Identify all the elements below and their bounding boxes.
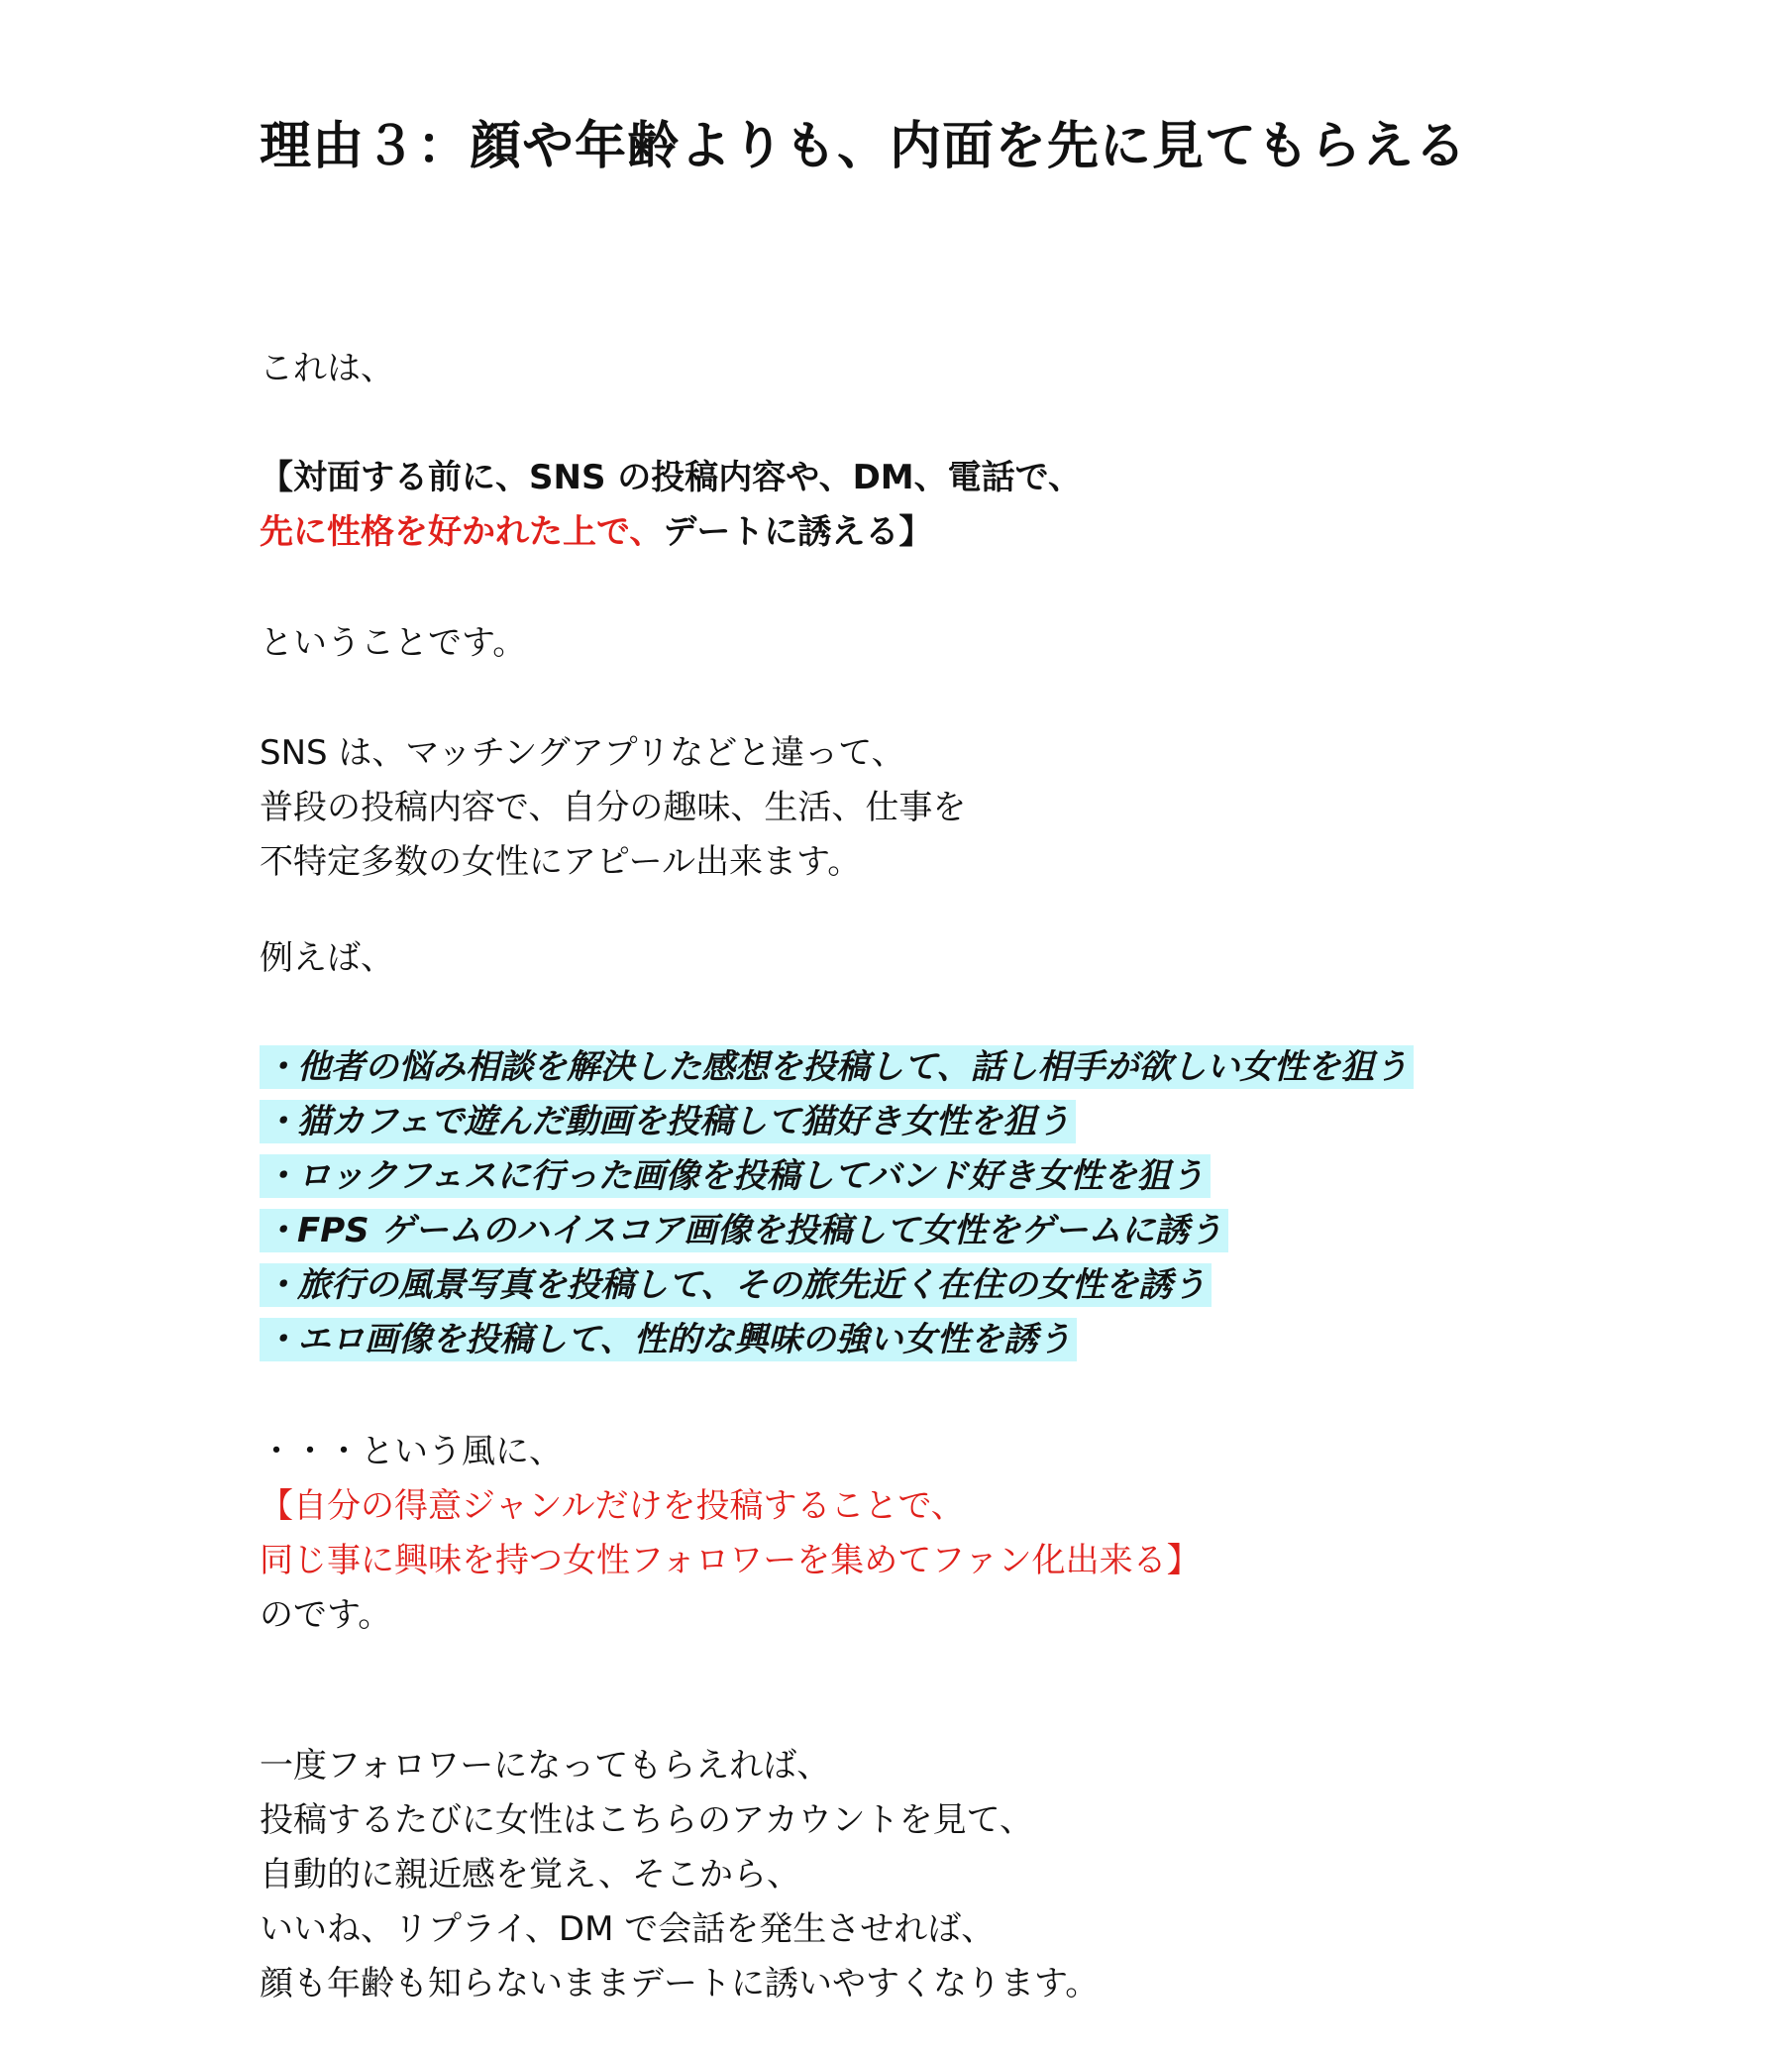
summary-paragraph (260, 1425, 1201, 1643)
final-line-4: いいね、リプライ、DM で会話を発生させれば、 (260, 1909, 996, 1949)
example-intro: 例えば、 (260, 938, 394, 978)
list-item: ・FPS ゲームのハイスコア画像を投稿して女性をゲームに誘う (260, 1204, 1414, 1258)
summary-line-1: ・・・という風に、 (260, 1432, 563, 1471)
summary-line-3: 同じ事に興味を持つ女性フォロワーを集めてファン化出来る】 (260, 1541, 1201, 1580)
sns-line-1: SNS は、マッチングアプリなどと違って、 (260, 733, 905, 773)
final-line-5: 顔も年齢も知らないままデートに誘いやすくなります。 (260, 1964, 1100, 2004)
conclusion-text: ということです。 (260, 623, 527, 663)
sns-line-2: 普段の投稿内容で、自分の趣味、生活、仕事を (260, 788, 967, 827)
key-quote (260, 451, 1082, 560)
final-line-3: 自動的に親近感を覚え、そこから、 (260, 1855, 801, 1895)
list-item: ・旅行の風景写真を投稿して、その旅先近く在住の女性を誘う (260, 1258, 1414, 1313)
summary-line-2: 【自分の得意ジャンルだけを投稿することで、 (260, 1486, 965, 1526)
final-paragraph (260, 1739, 1099, 2011)
list-item: ・他者の悩み相談を解決した感想を投稿して、話し相手が欲しい女性を狙う (260, 1040, 1414, 1095)
final-line-1: 一度フォロワーになってもらえれば、 (260, 1746, 831, 1786)
summary-line-4: のです。 (260, 1595, 392, 1635)
quote-line-2 (260, 505, 1082, 560)
sns-line-3: 不特定多数の女性にアピール出来ます。 (260, 842, 862, 882)
quote-rest-text: デートに誘える】 (663, 512, 933, 552)
final-line-2: 投稿するたびに女性はこちらのアカウントを見て、 (260, 1800, 1033, 1840)
list-item: ・ロックフェスに行った画像を投稿してバンド好き女性を狙う (260, 1149, 1414, 1204)
list-item: ・エロ画像を投稿して、性的な興味の強い女性を誘う (260, 1313, 1414, 1367)
quote-red-text: 先に性格を好かれた上で、 (260, 512, 664, 552)
example-list (260, 1040, 1414, 1367)
quote-line-1: 【対面する前に、SNS の投稿内容や、DM、電話で、 (260, 458, 1082, 497)
list-item: ・猫カフェで遊んだ動画を投稿して猫好き女性を狙う (260, 1095, 1414, 1149)
sns-paragraph (260, 726, 966, 890)
page-title: 理由３：顔や年齢よりも、内面を先に見てもらえる (260, 117, 1468, 176)
intro-text: これは、 (260, 349, 394, 388)
